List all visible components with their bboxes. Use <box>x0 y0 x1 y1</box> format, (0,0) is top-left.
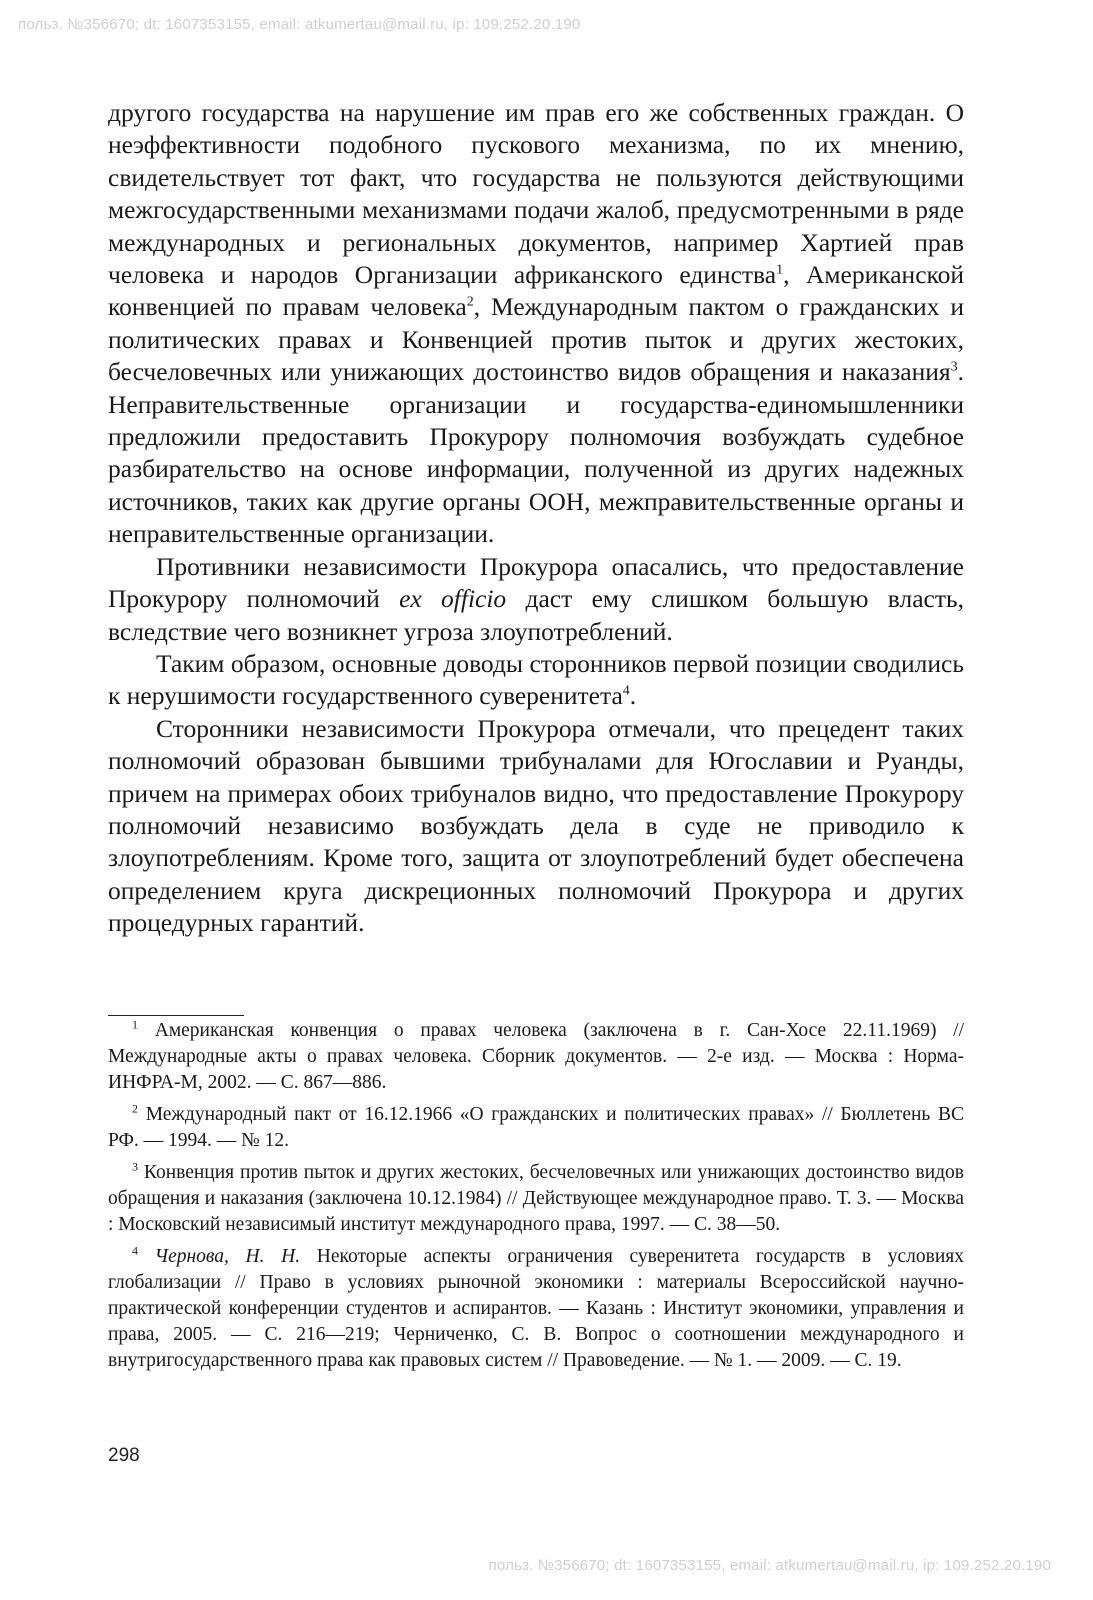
page-number: 298 <box>108 1445 140 1466</box>
paragraph-2 <box>108 551 964 648</box>
footnote-author: Чернова, Н. Н. <box>154 1246 301 1267</box>
paragraph-1-part-b: , Американской конвенцией по правам человека <box>108 260 965 322</box>
footnote-separator <box>108 1015 244 1016</box>
footnote-3 <box>108 1160 964 1238</box>
paragraph-1-part-d: . Неправительственные организации и государства-единомышленники предложили предоставить Прокурору полномочия возбуждать судебное разбирательство на основе информации, полученной из других надежных источников, таких как другие органы ООН, межправительственные органы и неправительственные организации. <box>108 357 964 549</box>
footnote-text: Международный пакт от 16.12.1966 «О гражданских и политических правах» // Бюллетень ВС РФ. — 1994. — № 12. <box>108 1104 964 1151</box>
footnote-ref-1: 1 <box>776 262 784 278</box>
watermark-bottom: польз. №356670; dt: 1607353155, email: atkumertau@mail.ru, ip: 109.252.20.190 <box>488 1557 1051 1574</box>
paragraph-3 <box>108 648 964 713</box>
footnote-1 <box>108 1018 964 1096</box>
paragraph-1 <box>108 97 964 551</box>
footnote-number: 4 <box>132 1243 138 1258</box>
footnote-4 <box>108 1244 964 1374</box>
footnote-ref-2: 2 <box>466 294 474 310</box>
footnote-text: Американская конвенция о правах человека (заключена в г. Сан-Хосе 22.11.1969) // Международные акты о правах человека. Сборник документов. — 2-е изд. — Москва : Норма-ИНФРА-М, 2002. — С. 867—886. <box>108 1020 965 1093</box>
watermark-top: польз. №356670; dt: 1607353155, email: atkumertau@mail.ru, ip: 109.252.20.190 <box>18 16 581 33</box>
paragraph-1-part-a: другого государства на нарушение им прав его же собственных граждан. О неэффективности подобного пускового механизма, по их мнению, свидетельствует тот факт, что государства не пользуются действующими межгосударственными механизмами подачи жалоб, предусмотренными в ряде международных и региональных документов, например Хартией прав человека и народов Организации африканского единства <box>108 98 964 290</box>
footnote-number: 3 <box>132 1159 138 1174</box>
footnote-ref-3: 3 <box>950 359 958 375</box>
footnote-text: Некоторые аспекты ограничения суверенитета государств в условиях глобализации // Право в условиях рыночной экономики : материалы Всероссийской научно-практической конференции студентов и аспирантов. — Казань : Институт экономики, управления и права, 2005. — С. 216—219; Черниченко, С. В. Вопрос о соотношении международного и внутригосударственного права как правовых систем // Правоведение. — № 1. — 2009. — С. 19. <box>108 1246 965 1371</box>
paragraph-2-part-b: даст ему слишком большую власть, вследствие чего возникнет угроза злоупотреблений. <box>108 584 964 646</box>
paragraph-3-part-a: Таким образом, основные доводы сторонников первой позиции сводились к нерушимости государственного суверенитета <box>108 648 964 711</box>
footnote-2 <box>108 1102 964 1154</box>
main-text <box>108 97 964 940</box>
footnotes <box>108 1018 964 1380</box>
footnote-ref-4: 4 <box>622 683 630 699</box>
paragraph-2-part-a: Противники независимости Прокурора опасались, что предоставление Прокурору полномочий <box>108 551 964 614</box>
footnote-number: 1 <box>132 1017 138 1032</box>
paragraph-1-part-c: , Международным пактом о гражданских и политических правах и Конвенцией против пыток и других жестоких, бесчеловечных или унижающих достоинство видов обращения и наказания <box>108 292 964 387</box>
paragraph-3-part-b: . <box>629 681 637 711</box>
footnote-number: 2 <box>132 1101 138 1116</box>
footnote-text: Конвенция против пыток и других жестоких, бесчеловечных или унижающих достоинство видов обращения и наказания (заключена 10.12.1984) // Действующее международное право. Т. 3. — Москва : Московский независимый институт международного права, 1997. — С. 38—50. <box>108 1162 965 1235</box>
paragraph-4: Сторонники независимости Прокурора отмечали, что прецедент таких полномочий образован бывшими трибуналами для Югославии и Руанды, причем на примерах обоих трибуналов видно, что предоставление Прокурору полномочий независимо возбуждать дела в суде не приводило к злоупотреблениям. Кроме того, защита от злоупотреблений будет обеспечена определением круга дискреционных полномочий Прокурора и других процедурных гарантий. <box>108 713 964 938</box>
paragraph-2-italic: ex officio <box>399 584 507 614</box>
